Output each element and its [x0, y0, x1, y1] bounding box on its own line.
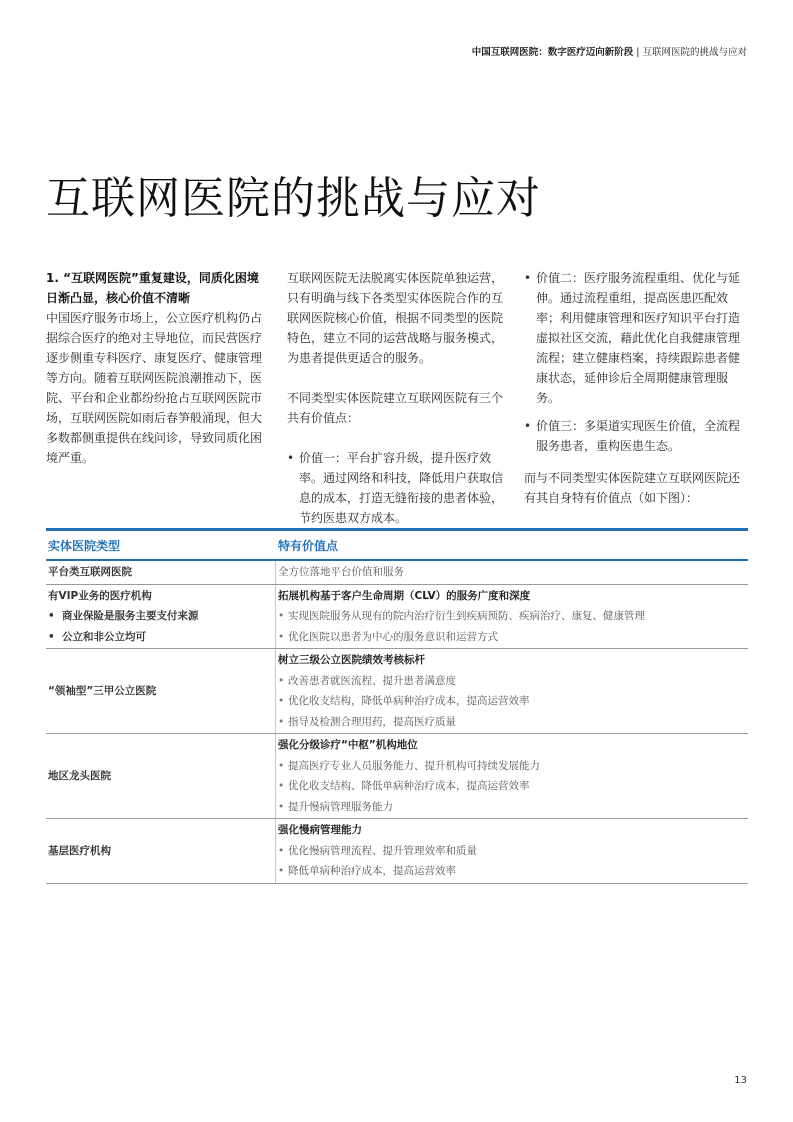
value-point: • 优化慢病管理流程、提升管理效率和质量 — [278, 841, 748, 862]
page-title: 互联网医院的挑战与应对 — [46, 173, 541, 224]
col2-para1: 互联网医院无法脱离实体医院单独运营，只有明确与线下各类型实体医院合作的互联网医院核心价值，根据不同类型的医院特色，建立不同的运营战略与服务模式，为患者提供更适合的服务。 — [287, 271, 504, 365]
table-row — [46, 585, 748, 650]
value-1-label: 价值一： — [299, 451, 348, 465]
hospital-type-cell — [46, 649, 276, 733]
column-3 — [524, 268, 748, 508]
table-row — [46, 734, 748, 819]
column-1 — [46, 268, 268, 468]
value-point: • 提高医疗专业人员服务能力、提升机构可持续发展能力 — [278, 756, 748, 777]
value-point: • 实现医院服务从现有的院内治疗衍生到疾病预防、疾病治疗、康复、健康管理 — [278, 606, 748, 627]
hospital-type-cell — [46, 819, 276, 883]
value-3-text: 多渠道实现医生价值，全流程服务患者，重构医患生态。 — [536, 419, 741, 453]
value-cell — [276, 649, 748, 733]
col1-body: 中国医疗服务市场上，公立医疗机构仍占据综合医疗的绝对主导地位，而民营医疗逐步侧重专科医疗、康复医疗、健康管理等方向。随着互联网医院浪潮推动下，医院、平台和企业都纷纷抢占互联网医院市场，互联网医院如雨后春笋般涌现，但大多数都侧重提供在线问诊，导致同质化困境严重。 — [46, 311, 263, 465]
value-point: • 优化医院以患者为中心的服务意识和运营方式 — [278, 627, 748, 648]
value-heading: 强化分级诊疗“中枢”机构地位 — [278, 739, 418, 751]
value-item-1 — [287, 448, 509, 528]
column-header-value: 特有价值点 — [278, 538, 339, 553]
hospital-type: 基层医疗机构 — [48, 844, 111, 857]
value-list-2 — [524, 268, 748, 408]
publication-title: 中国互联网医院：数字医疗迈向新阶段 — [471, 47, 634, 58]
value-cell — [276, 734, 748, 818]
hospital-type: 平台类互联网医院 — [48, 566, 132, 578]
table-header-row — [46, 531, 748, 561]
value-cell — [276, 585, 748, 649]
hospital-type: 有VIP业务的医疗机构 — [48, 589, 152, 602]
hospital-type-note: • 商业保险是服务主要支付来源 — [48, 610, 199, 622]
value-cell — [276, 819, 748, 883]
value-heading: 拓展机构基于客户生命周期（CLV）的服务广度和深度 — [278, 589, 531, 602]
table-row — [46, 561, 748, 585]
value-point: • 指导及检测合理用药，提高医疗质量 — [278, 712, 748, 733]
hospital-type-cell — [46, 585, 276, 649]
value-item-2 — [524, 268, 748, 408]
value-2-label: 价值二： — [536, 271, 585, 285]
hospital-type: “领袖型”三甲公立医院 — [48, 684, 157, 697]
col3-para: 而与不同类型实体医院建立互联网医院还有其自身特有价值点（如下图）： — [524, 471, 741, 505]
header-separator: | — [636, 47, 640, 58]
value-heading: 强化慢病管理能力 — [278, 824, 362, 836]
table-row — [46, 649, 748, 734]
section-heading: 1. “互联网医院”重复建设，同质化困境日渐凸显，核心价值不清晰 — [46, 271, 259, 305]
hospital-type-cell — [46, 561, 276, 584]
value-heading: 树立三级公立医院绩效考核标杆 — [278, 654, 425, 666]
value-point: • 提升慢病管理服务能力 — [278, 797, 748, 818]
hospital-value-table — [46, 528, 748, 884]
table-row — [46, 819, 748, 884]
running-header — [472, 44, 747, 58]
value-item-3 — [524, 416, 748, 456]
section-title: 互联网医院的挑战与应对 — [642, 47, 747, 58]
page-number: 13 — [734, 1075, 747, 1086]
col2-para2: 不同类型实体医院建立互联网医院有三个共有价值点： — [287, 391, 504, 425]
value-1-text: 平台扩容升级，提升医疗效率。通过网络和科技，降低用户获取信息的成本，打造无缝衔接的患者体验，节约医患双方成本。 — [299, 451, 504, 525]
value-point: • 优化收支结构，降低单病种治疗成本，提高运营效率 — [278, 691, 748, 712]
hospital-type-note: • 公立和非公立均可 — [48, 630, 147, 643]
column-2 — [287, 268, 509, 528]
value-point: • 改善患者就医流程、提升患者满意度 — [278, 671, 748, 692]
hospital-type: 地区龙头医院 — [48, 769, 111, 782]
column-header-type: 实体医院类型 — [48, 538, 121, 553]
value-3-label: 价值三： — [536, 419, 585, 433]
value-point: • 优化收支结构、降低单病种治疗成本，提高运营效率 — [278, 776, 748, 797]
hospital-type-cell — [46, 734, 276, 818]
value-point: • 降低单病种治疗成本，提高运营效率 — [278, 861, 748, 882]
value-2-text: 医疗服务流程重组、优化与延伸。通过流程重组，提高医患匹配效率；利用健康管理和医疗知识平台打造虚拟社区交流，藉此优化自我健康管理流程；建立健康档案，持续跟踪患者健康状态，延伸诊后全周期健康管理服务。 — [536, 271, 741, 405]
value-list-3 — [524, 416, 748, 456]
value-list-1 — [287, 448, 509, 528]
value-cell — [276, 561, 748, 584]
value-point: 全方位落地平台价值和服务 — [278, 566, 404, 578]
